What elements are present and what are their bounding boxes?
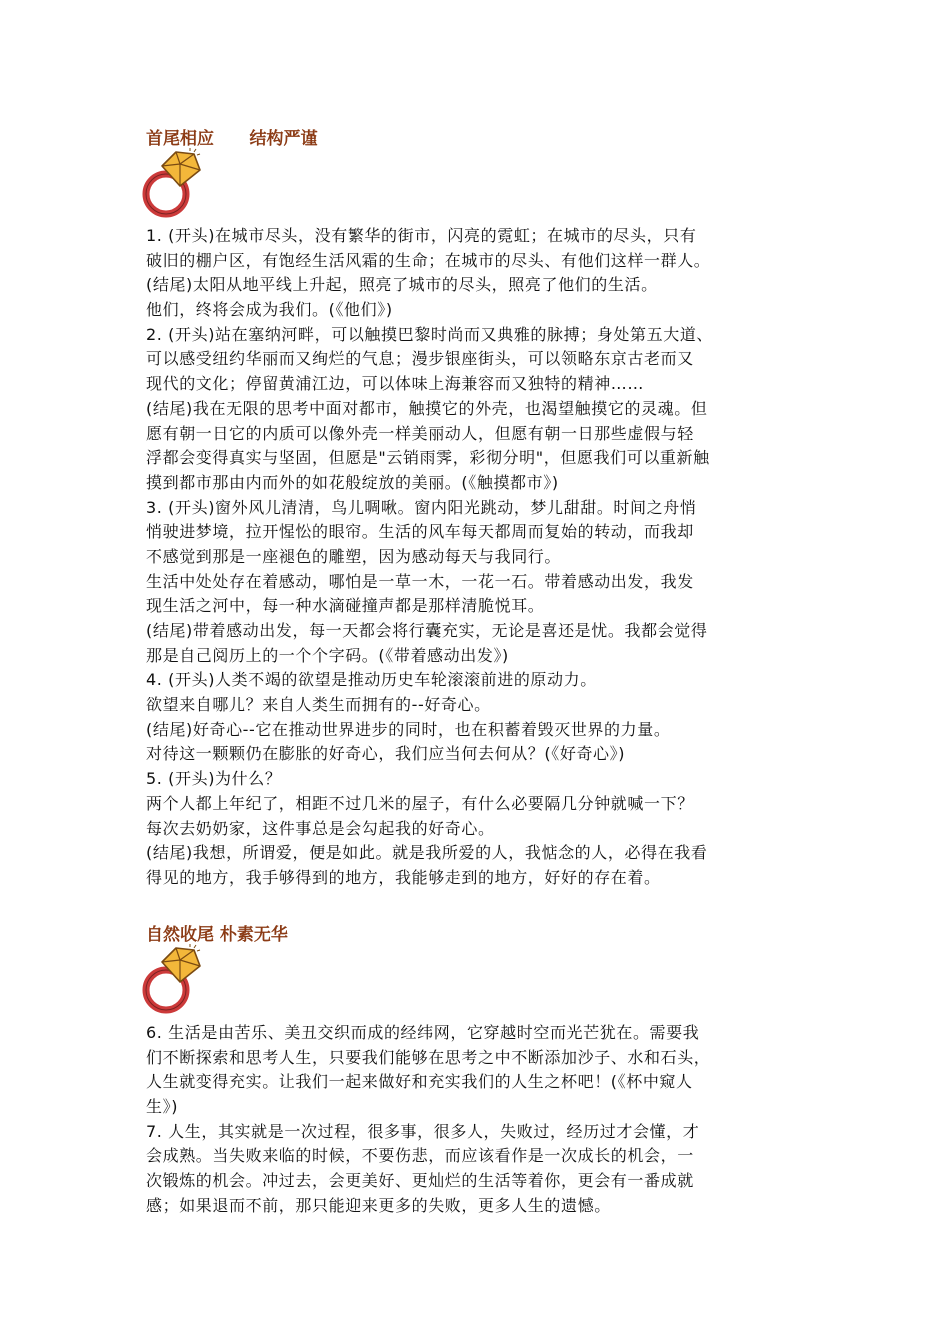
text-line: 会成熟。当失败来临的时候，不要伤悲，而应该看作是一次成长的机会，一: [146, 1146, 694, 1166]
text-line: 得见的地方，我手够得到的地方，我能够走到的地方，好好的存在着。: [146, 867, 661, 887]
text-line: (结尾)太阳从地平线上升起，照亮了城市的尽头，照亮了他们的生活。: [146, 275, 658, 295]
text-line: 3. (开头)窗外风儿清清，鸟儿啁啾。窗内阳光跳动，梦儿甜甜。时间之舟悄: [146, 497, 697, 517]
text-line: 悄驶进梦境，拉开惺忪的眼帘。生活的风车每天都周而复始的转动，而我却: [146, 522, 694, 542]
text-line: 5. (开头)为什么？: [146, 769, 282, 789]
text-line: 他们，终将会成为我们。(《他们》): [146, 300, 393, 320]
text-line: 生》): [146, 1097, 179, 1117]
text-line: 次锻炼的机会。冲过去，会更美好、更灿烂的生活等着你，更会有一番成就: [146, 1171, 694, 1191]
text-line: 生活中处处存在着感动，哪怕是一草一木，一花一石。带着感动出发，我发: [146, 571, 694, 591]
text-line: (结尾)好奇心--它在推动世界进步的同时，也在积蓄着毁灭世界的力量。: [146, 719, 671, 739]
text-line: 2. (开头)站在塞纳河畔，可以触摸巴黎时尚而又典雅的脉搏；身处第五大道、: [146, 324, 714, 344]
text-line: 浮都会变得真实与坚固，但愿是"云销雨霁，彩彻分明"，但愿我们可以重新触: [146, 448, 710, 468]
text-line: 人生就变得充实。让我们一起来做好和充实我们的人生之杯吧！(《杯中窥人: [146, 1072, 693, 1092]
text-line: 6. 生活是由苦乐、美丑交织而成的经纬网，它穿越时空而光芒犹在。需要我: [146, 1023, 700, 1042]
text-line: (结尾)带着感动出发，每一天都会将行囊充实，无论是喜还是忧。我都会觉得: [146, 621, 708, 640]
text-line: 们不断探索和思考人生，只要我们能够在思考之中不断添加沙子、水和石头，: [146, 1047, 711, 1067]
section-1-heading: 首尾相应 结构严谨: [146, 129, 318, 149]
text-line: 破旧的棚户区，有饱经生活风霜的生命；在城市的尽头、有他们这样一群人。: [146, 250, 711, 270]
text-line: 4. (开头)人类不竭的欲望是推动历史车轮滚滚前进的原动力。: [146, 670, 597, 690]
section-2-body: [146, 1021, 816, 1219]
text-line: 不感觉到那是一座褪色的雕塑，因为感动每天与我同行。: [146, 546, 562, 566]
text-line: 那是自己阅历上的一个个字码。(《带着感动出发》): [146, 645, 509, 665]
text-line: 每次去奶奶家，这件事总是会勾起我的好奇心。: [146, 818, 495, 838]
text-line: 感；如果退而不前，那只能迎来更多的失败，更多人生的遗憾。: [146, 1195, 611, 1215]
text-line: 7. 人生，其实就是一次过程，很多事，很多人，失败过，经历过才会懂，才: [146, 1121, 700, 1141]
text-line: (结尾)我想，所谓爱，便是如此。就是我所爱的人，我惦念的人，必得在我看: [146, 843, 708, 863]
text-line: 可以感受纽约华丽而又绚烂的气息；漫步银座街头，可以领略东京古老而又: [146, 349, 694, 369]
text-line: 摸到都市那由内而外的如花般绽放的美丽。(《触摸都市》): [146, 472, 559, 492]
diamond-ring-icon: [140, 148, 204, 220]
text-line: 欲望来自哪儿？来自人类生而拥有的--好奇心。: [146, 695, 491, 715]
text-line: 现代的文化；停留黄浦江边，可以体味上海兼容而又独特的精神……: [146, 374, 645, 394]
text-line: (结尾)我在无限的思考中面对都市，触摸它的外壳，也渴望触摸它的灵魂。但: [146, 398, 708, 418]
text-line: 对待这一颗颗仍在膨胀的好奇心，我们应当何去何从？(《好奇心》): [146, 744, 626, 764]
section-1-body: [146, 224, 816, 891]
section-2-heading: 自然收尾 朴素无华: [146, 925, 288, 945]
text-line: 1. (开头)在城市尽头，没有繁华的街市，闪亮的霓虹；在城市的尽头，只有: [146, 226, 697, 245]
text-line: 愿有朝一日它的内质可以像外壳一样美丽动人，但愿有朝一日那些虚假与轻: [146, 423, 694, 443]
text-line: 两个人都上年纪了，相距不过几米的屋子，有什么必要隔几分钟就喊一下？: [146, 793, 694, 813]
text-line: 现生活之河中，每一种水滴碰撞声都是那样清脆悦耳。: [146, 596, 545, 616]
diamond-ring-icon: [140, 944, 204, 1016]
